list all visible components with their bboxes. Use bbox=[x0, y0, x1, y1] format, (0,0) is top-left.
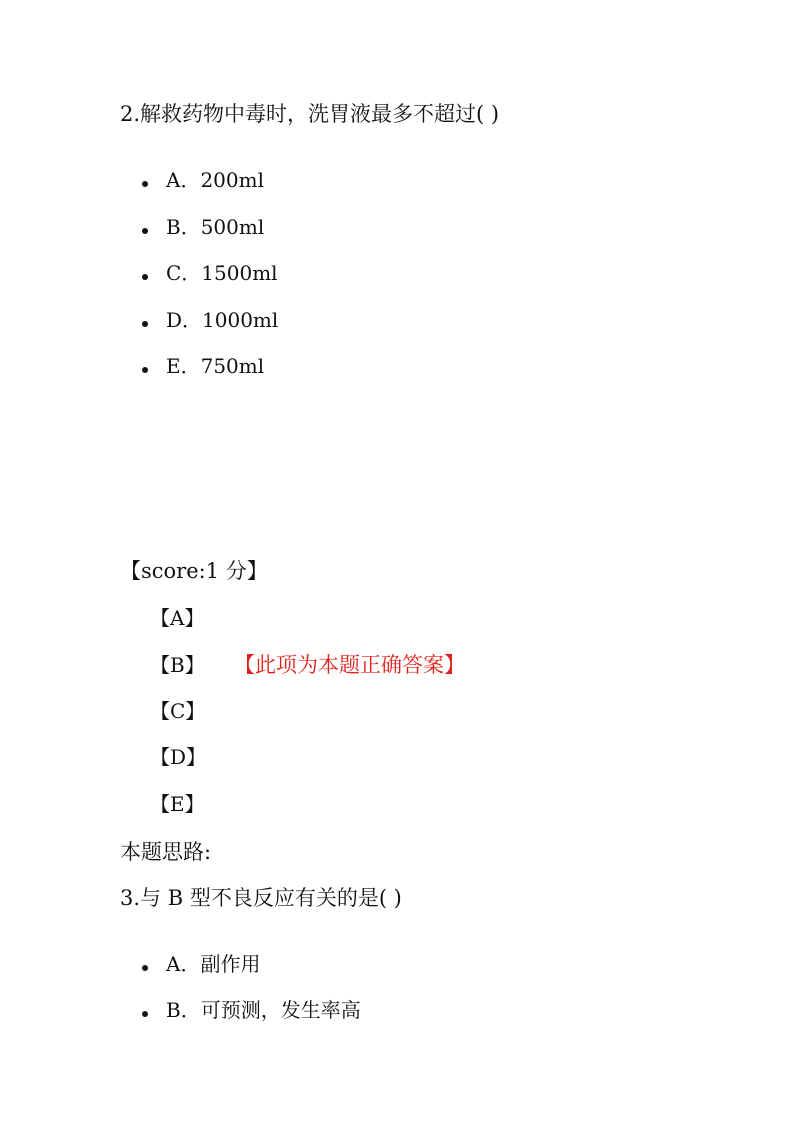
answer-choice-b: 【B】 bbox=[150, 653, 205, 677]
option-text: E．750ml bbox=[166, 354, 265, 378]
bullet-icon bbox=[142, 321, 148, 327]
bullet-icon bbox=[142, 228, 148, 234]
question-3-option-b bbox=[142, 997, 361, 1023]
option-text: A．200ml bbox=[166, 168, 264, 192]
bullet-icon bbox=[142, 965, 148, 971]
question-2-option-a bbox=[142, 167, 264, 193]
bullet-icon bbox=[142, 1011, 148, 1017]
question-2-option-b bbox=[142, 214, 264, 240]
bullet-icon bbox=[142, 367, 148, 373]
option-text: A．副作用 bbox=[166, 952, 261, 976]
bullet-icon bbox=[142, 181, 148, 187]
question-3-option-a bbox=[142, 951, 260, 977]
question-2-option-e bbox=[142, 353, 264, 379]
question-2-option-c bbox=[142, 260, 278, 286]
answer-choice-e: 【E】 bbox=[150, 792, 205, 816]
answer-choice-d: 【D】 bbox=[150, 745, 207, 769]
bullet-icon bbox=[142, 274, 148, 280]
thought-label: 本题思路: bbox=[120, 840, 212, 864]
correct-answer-marker: 【此项为本题正确答案】 bbox=[234, 653, 465, 677]
answer-choice-c: 【C】 bbox=[150, 699, 206, 723]
option-text: C．1500ml bbox=[166, 261, 278, 285]
question-3-title: 3.与 B 型不良反应有关的是( ) bbox=[120, 886, 402, 910]
option-text: B．可预测，发生率高 bbox=[166, 998, 361, 1022]
option-text: D．1000ml bbox=[166, 308, 279, 332]
question-2-title: 2.解救药物中毒时，洗胃液最多不超过( ) bbox=[120, 102, 500, 126]
score-label: 【score:1 分】 bbox=[120, 559, 268, 583]
question-2-option-d bbox=[142, 307, 278, 333]
option-text: B．500ml bbox=[166, 215, 265, 239]
answer-choice-a: 【A】 bbox=[150, 606, 205, 630]
